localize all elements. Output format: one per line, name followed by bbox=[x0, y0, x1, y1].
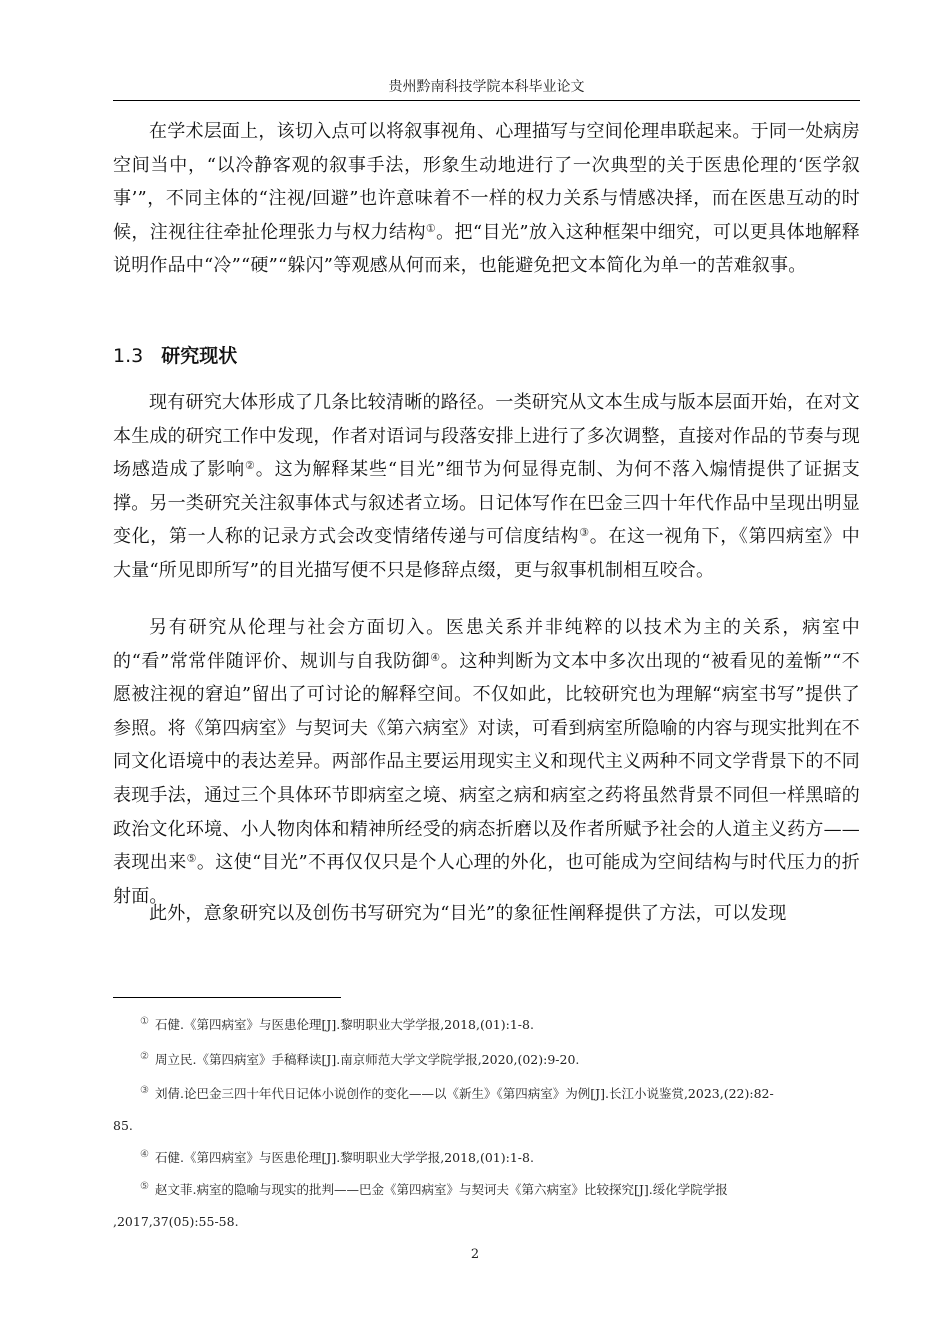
footnote-reference-1[interactable]: ① bbox=[425, 221, 437, 235]
paragraph-academic-significance bbox=[113, 115, 860, 283]
footnote-reference-2[interactable]: ② bbox=[245, 459, 256, 473]
paragraph-text: 此外，意象研究以及创伤书写研究为“目光”的象征性阐释提供了方法，可以发现 bbox=[149, 903, 787, 924]
section-number: 1.3 bbox=[113, 345, 144, 367]
paragraph-research-paths bbox=[113, 386, 860, 588]
footnote-mark: ③ bbox=[140, 1085, 149, 1096]
paragraph-text: 。把“目光”放入这种框架中细究，可以更具体地解释说明作品中“冷”“硬”“躲闪”等观感从何而来，也能避免把文本简化为单一的苦难叙事。 bbox=[113, 221, 860, 277]
paragraph-text: 。这种判断为文本中多次出现的“被看见的羞惭”“不愿被注视的窘迫”留出了可讨论的解释空间。不仅如此，比较研究也为理解“病室书写”提供了参照。将《第四病室》与契诃夫《第六病室》对读，可看到病室所隐喻的内容与现实批判在不同文化语境中的表达差异。两部作品主要运用现实主义和现代主义两种不同文学背景下的不同表现手法，通过三个具体环节即病室之境、病室之病和病室之药将虽然背景不同但一样黑暗的政治文化环境、小人物肉体和精神所经受的病态折磨以及作者所赋予社会的人道主义药方——表现出来 bbox=[113, 650, 861, 874]
footnote-mark: ⑤ bbox=[140, 1181, 149, 1192]
footnote-text: 周立民.《第四病室》手稿释读[J].南京师范大学文学院学报,2020,(02):9-20. bbox=[155, 1052, 580, 1067]
running-header: 贵州黔南科技学院本科毕业论文 bbox=[388, 79, 585, 95]
footnote-item bbox=[113, 1183, 860, 1229]
section-title: 研究现状 bbox=[161, 345, 238, 367]
header-rule bbox=[113, 100, 860, 101]
section-heading bbox=[113, 344, 237, 368]
paragraph-text: 另有研究从伦理与社会方面切入。医患关系并非纯粹的以技术为主的关系，病室中的“看”常常伴随评价、规训与自我防御 bbox=[113, 617, 860, 672]
footnote-item bbox=[113, 1053, 860, 1067]
page-number: 2 bbox=[470, 1247, 480, 1262]
footnote-text: 刘倩.论巴金三四十年代日记体小说创作的变化——以《新生》《第四病室》为例[J].长江小说鉴赏,2023,(22):82- bbox=[155, 1086, 774, 1101]
paragraph-text: 。在这一视角下，《第四病室》中大量“所见即所写”的目光描写便不只是修辞点缀，更与叙事机制相互咬合。 bbox=[113, 526, 861, 581]
footnote-reference-4[interactable]: ④ bbox=[430, 650, 441, 664]
paragraph-text: 现有研究大体形成了几条比较清晰的路径。一类研究从文本生成与版本层面开始，在对文本生成的研究工作中发现，作者对语词与段落安排上进行了多次调整，直接对作品的节奏与现场感造成了影响 bbox=[113, 392, 860, 481]
footnote-text-continued: 85. bbox=[113, 1118, 133, 1133]
footnote-text-continued: ,2017,37(05):55-58. bbox=[113, 1214, 239, 1229]
paragraph-text: 。这使“目光”不再仅仅只是个人心理的外化，也可能成为空间结构与时代压力的折射面。 bbox=[113, 852, 860, 907]
paragraph-imagery-research bbox=[113, 897, 860, 931]
paragraph-ethics-research bbox=[113, 611, 860, 913]
footnote-mark: ① bbox=[140, 1016, 149, 1027]
paragraph-text: 。这为解释某些“目光”细节为何显得克制、为何不落入煽情提供了证据支撑。另一类研究关注叙事体式与叙述者立场。日记体写作在巴金三四十年代作品中呈现出明显变化，第一人称的记录方式会改变情绪传递与可信度结构 bbox=[113, 459, 860, 548]
footnote-text: 石健.《第四病室》与医患伦理[J].黎明职业大学学报,2018,(01):1-8. bbox=[155, 1017, 534, 1032]
paragraph-text: 在学术层面上，该切入点可以将叙事视角、心理描写与空间伦理串联起来。于同一处病房空间当中，“以冷静客观的叙事手法，形象生动地进行了一次典型的关于医患伦理的‘医学叙事’”，不同主体的“注视/回避”也许意味着不一样的权力关系与情感决择，而在医患互动的时候，注视往往牵扯伦理张力与权力结构 bbox=[113, 121, 860, 243]
footnote-mark: ④ bbox=[140, 1149, 149, 1160]
footnote-mark: ② bbox=[140, 1051, 149, 1062]
footnote-item bbox=[113, 1018, 860, 1032]
footnote-item bbox=[113, 1151, 860, 1165]
footnote-text: 赵文菲.病室的隐喻与现实的批判——巴金《第四病室》与契诃夫《第六病室》比较探究[J].绥化学院学报 bbox=[155, 1182, 728, 1197]
footnote-reference-3[interactable]: ③ bbox=[579, 526, 590, 540]
footnote-text: 石健.《第四病室》与医患伦理[J].黎明职业大学学报,2018,(01):1-8. bbox=[155, 1150, 534, 1165]
footnote-reference-5[interactable]: ⑤ bbox=[186, 852, 197, 866]
footnote-separator bbox=[113, 997, 341, 998]
footnote-item bbox=[113, 1087, 860, 1133]
